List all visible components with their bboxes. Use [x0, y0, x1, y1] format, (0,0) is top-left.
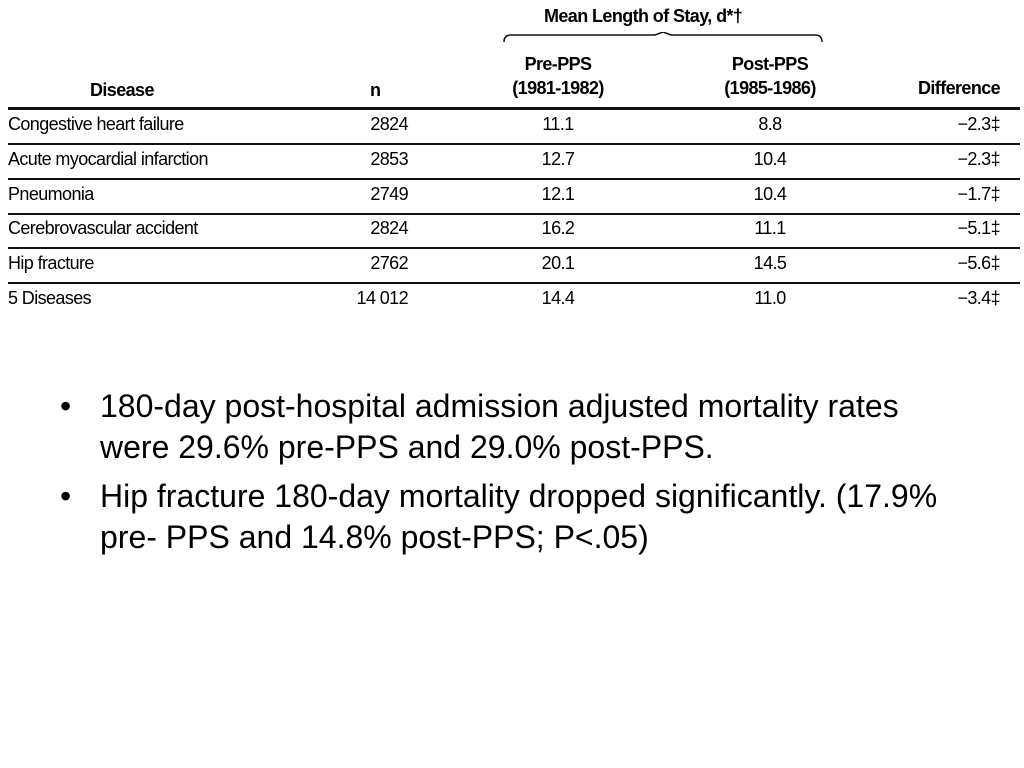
row-disease: Pneumonia [8, 184, 94, 204]
row-n: 2824 [370, 114, 408, 134]
row-post-pps: 10.4 [753, 149, 787, 169]
header-difference: Difference [918, 78, 1001, 98]
header-pre-pps: Pre-PPS [524, 54, 592, 74]
bullet-marker: • [60, 478, 72, 514]
row-disease: Acute myocardial infarction [8, 149, 208, 169]
row-difference: −5.6‡ [957, 253, 1000, 273]
row-rule [8, 178, 1020, 180]
row-disease: Congestive heart failure [8, 114, 184, 134]
row-n: 2762 [370, 253, 408, 273]
header-post-pps: Post-PPS [731, 54, 809, 74]
row-difference: −5.1‡ [957, 218, 1000, 238]
brace-divider [503, 32, 823, 42]
row-pre-pps: 11.1 [542, 114, 574, 134]
row-difference: −1.7‡ [957, 184, 1000, 204]
row-n: 2749 [370, 184, 408, 204]
row-disease: 5 Diseases [8, 288, 92, 308]
bullet-text: 180-day post-hospital admission adjusted mortality rates were 29.6% pre-PPS and 29.0% post-PPS. [100, 388, 899, 465]
row-disease: Cerebrovascular accident [8, 218, 198, 238]
row-post-pps: 11.0 [754, 288, 786, 308]
bullet-list [60, 386, 960, 566]
row-pre-pps: 12.1 [541, 184, 575, 204]
row-rule [8, 213, 1020, 215]
row-difference: −3.4‡ [957, 288, 1000, 308]
row-n: 2824 [370, 218, 408, 238]
row-difference: −2.3‡ [957, 114, 1000, 134]
header-n: n [370, 80, 381, 100]
bullet-item [60, 386, 960, 468]
row-n: 14 012 [356, 288, 408, 308]
row-post-pps: 8.8 [758, 114, 782, 134]
row-disease: Hip fracture [8, 253, 94, 273]
header-post-pps-years: (1985-1986) [724, 78, 816, 98]
header-rule [8, 107, 1020, 110]
bullet-marker: • [60, 388, 72, 424]
row-pre-pps: 20.1 [541, 253, 575, 273]
row-post-pps: 14.5 [753, 253, 787, 273]
bullet-text: Hip fracture 180-day mortality dropped significantly. (17.9% pre- PPS and 14.8% post-PPS; P<.05) [100, 478, 938, 555]
row-n: 2853 [370, 149, 408, 169]
row-rule [8, 282, 1020, 284]
row-post-pps: 10.4 [753, 184, 787, 204]
row-pre-pps: 14.4 [541, 288, 575, 308]
row-rule [8, 143, 1020, 145]
header-pre-pps-years: (1981-1982) [512, 78, 604, 98]
group-header: Mean Length of Stay, d*† [544, 6, 743, 26]
row-post-pps: 11.1 [754, 218, 786, 238]
length-of-stay-table [0, 0, 1024, 330]
row-pre-pps: 16.2 [541, 218, 575, 238]
bullet-item [60, 476, 960, 558]
row-pre-pps: 12.7 [541, 149, 575, 169]
row-rule [8, 247, 1020, 249]
row-difference: −2.3‡ [957, 149, 1000, 169]
header-disease: Disease [90, 80, 154, 100]
